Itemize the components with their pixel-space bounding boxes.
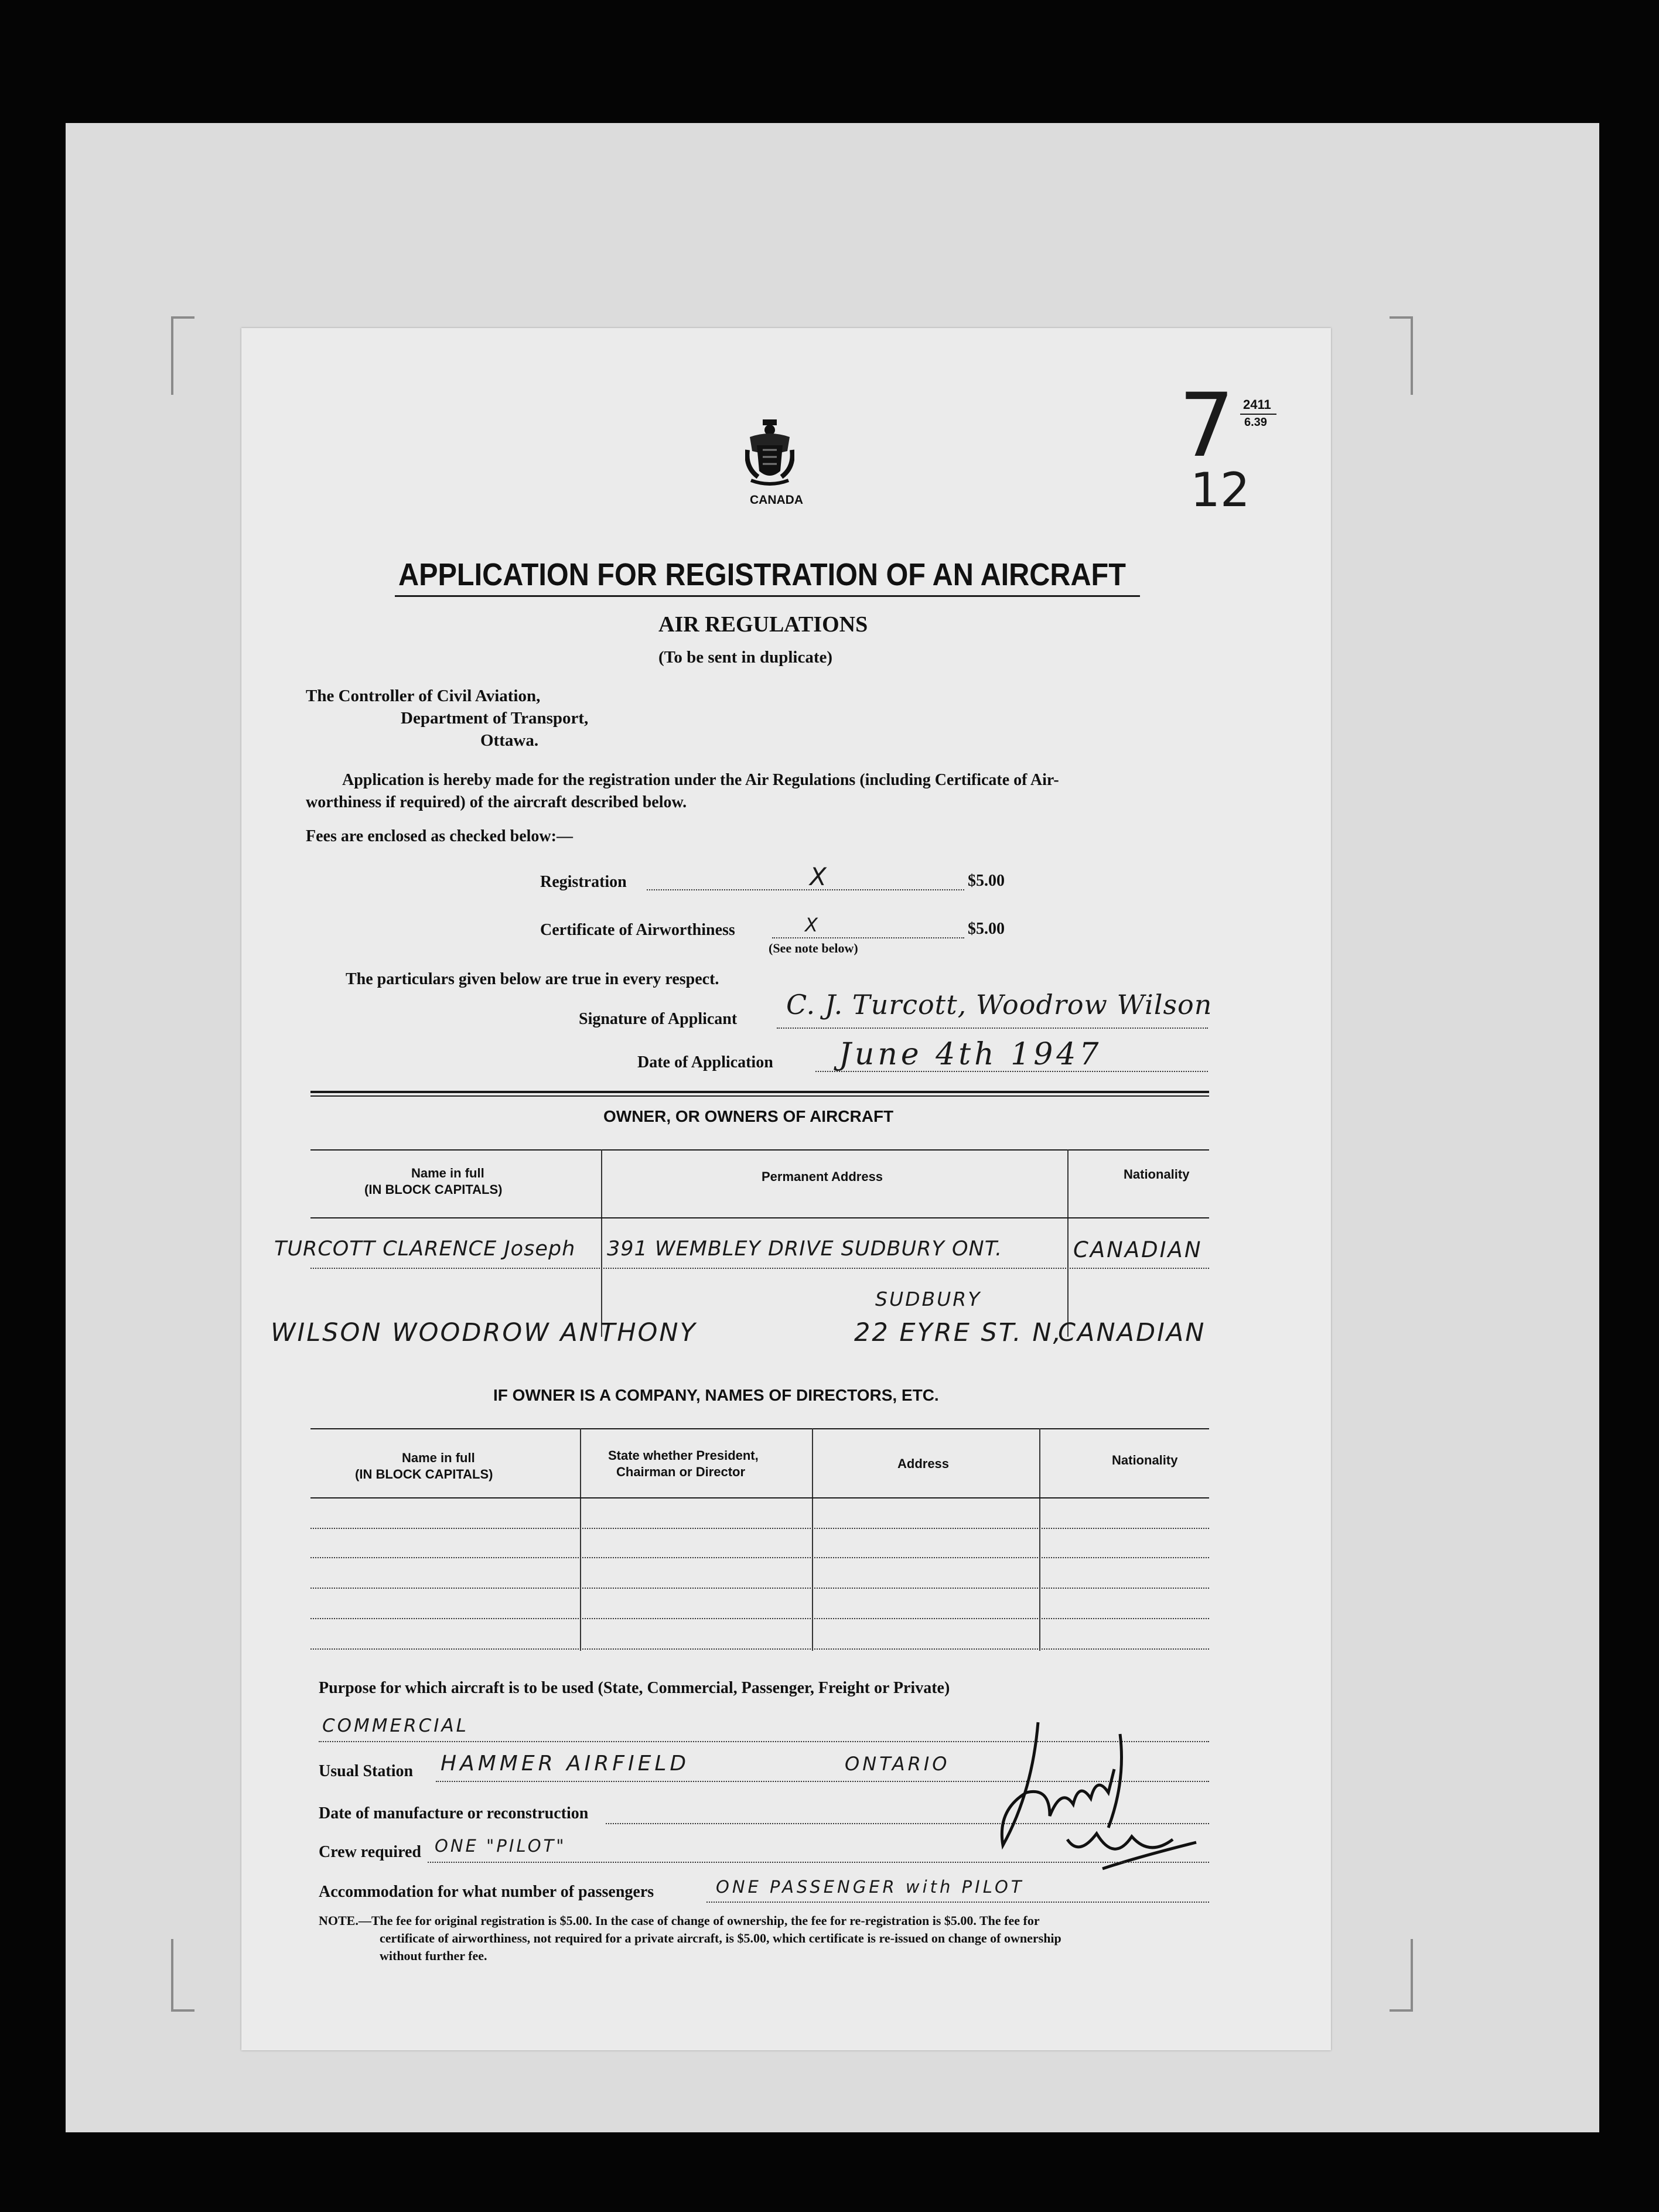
crew-label: Crew required <box>319 1843 421 1861</box>
registration-fee-label: Registration <box>540 873 627 891</box>
directors-col-address: Address <box>897 1456 950 1471</box>
date-value: June 4th 1947 <box>839 1037 1102 1072</box>
accommodation-value: ONE PASSENGER with PILOT <box>716 1877 1025 1897</box>
accommodation-line <box>706 1902 1209 1903</box>
crew-line <box>428 1862 1209 1863</box>
owner-2-nationality: CANADIAN <box>1058 1318 1206 1347</box>
owners-heading: OWNER, OR OWNERS OF AIRCRAFT <box>603 1107 894 1125</box>
registration-fee-leader <box>647 889 964 890</box>
owner-1-address: 391 WEMBLEY DRIVE SUDBURY ONT. <box>607 1237 1003 1261</box>
directors-col-divider-3 <box>1039 1428 1040 1651</box>
see-note-below: (See note below) <box>769 941 858 955</box>
directors-col-nationality: Nationality <box>1112 1453 1178 1467</box>
owner-1-nationality: CANADIAN <box>1073 1237 1203 1262</box>
approval-initials-icon <box>962 1711 1208 1886</box>
addressee-line-1: The Controller of Civil Aviation, <box>306 687 541 705</box>
signature-line <box>777 1028 1208 1029</box>
fees-intro: Fees are enclosed as checked below:— <box>306 827 573 845</box>
directors-col-name-1: Name in full <box>402 1450 475 1465</box>
owners-col-divider-2 <box>1067 1149 1069 1337</box>
owners-col-nationality: Nationality <box>1124 1167 1190 1182</box>
form-number-bottom: 6.39 <box>1244 416 1267 429</box>
directors-row-line-1 <box>310 1528 1209 1529</box>
airworthiness-fee-label: Certificate of Airworthiness <box>540 921 735 939</box>
directors-row-line-2 <box>310 1557 1209 1558</box>
manufacture-label: Date of manufacture or reconstruction <box>319 1804 589 1822</box>
directors-col-divider-1 <box>580 1428 581 1651</box>
owners-table-top <box>310 1149 1209 1151</box>
owners-col-address: Permanent Address <box>762 1169 883 1184</box>
page-fraction: 12 <box>1190 463 1250 517</box>
application-form <box>241 328 1331 2050</box>
country-label: CANADA <box>750 493 803 507</box>
airworthiness-fee-mark: X <box>805 914 820 936</box>
date-label: Date of Application <box>637 1053 773 1071</box>
canada-coat-of-arms-icon <box>745 415 794 491</box>
directors-col-state-2: Chairman or Director <box>616 1465 746 1479</box>
owners-col-name-2: (IN BLOCK CAPITALS) <box>364 1182 503 1197</box>
owner-1-name: TURCOTT CLARENCE Joseph <box>274 1237 576 1261</box>
directors-heading: IF OWNER IS A COMPANY, NAMES OF DIRECTORS, ETC. <box>493 1386 939 1404</box>
form-title: APPLICATION FOR REGISTRATION OF AN AIRCRAFT <box>398 557 1126 592</box>
directors-row-line-3 <box>310 1588 1209 1589</box>
owners-header-rule <box>310 1217 1209 1218</box>
registration-fee-mark: X <box>810 862 828 891</box>
corner-mark-top-left <box>171 316 194 395</box>
note-line-2: certificate of airworthiness, not required for a private aircraft, is $5.00, which certificate is re-issued on change of ownership <box>380 1931 1061 1945</box>
directors-header-rule <box>310 1497 1209 1498</box>
corner-mark-bottom-right <box>1390 1939 1413 2012</box>
directors-col-divider-2 <box>812 1428 813 1651</box>
form-number-top: 2411 <box>1243 397 1271 412</box>
owners-col-divider-1 <box>601 1149 602 1337</box>
signature-label: Signature of Applicant <box>579 1010 738 1028</box>
directors-row-line-4 <box>310 1618 1209 1619</box>
application-text-line-1: Application is hereby made for the registration under the Air Regulations (including Certificate of Air- <box>342 771 1059 789</box>
owners-col-name-1: Name in full <box>411 1166 484 1180</box>
airworthiness-fee-leader <box>772 937 964 938</box>
declaration-text: The particulars given below are true in every respect. <box>346 970 719 988</box>
usual-station-label: Usual Station <box>319 1762 414 1780</box>
reference-number: 7 <box>1179 375 1235 477</box>
owners-rule-top-2 <box>310 1095 1209 1097</box>
airworthiness-fee-amount: $5.00 <box>968 920 1005 938</box>
owner-2-address: 22 EYRE ST. N, <box>854 1318 1063 1347</box>
note-line-3: without further fee. <box>380 1948 487 1963</box>
usual-station-province: ONTARIO <box>845 1753 950 1775</box>
signature-value: C. J. Turcott, Woodrow Wilson <box>786 989 1213 1020</box>
owner-2-name: WILSON WOODROW ANTHONY <box>271 1318 697 1347</box>
crew-value: ONE "PILOT" <box>435 1836 566 1856</box>
addressee-line-3: Ottawa. <box>480 731 539 750</box>
owner-1-line <box>310 1268 1209 1269</box>
form-number-rule <box>1240 414 1276 415</box>
accommodation-label: Accommodation for what number of passengers <box>319 1883 654 1901</box>
usual-station-value: HAMMER AIRFIELD <box>441 1752 690 1776</box>
application-text-line-2: worthiness if required) of the aircraft described below. <box>306 793 687 811</box>
title-underline <box>395 595 1140 597</box>
owners-rule-top <box>310 1091 1209 1093</box>
owner-2-address-above: SUDBURY <box>875 1288 982 1310</box>
registration-fee-amount: $5.00 <box>968 872 1005 890</box>
directors-col-state-1: State whether President, <box>608 1448 759 1463</box>
corner-mark-bottom-left <box>171 1939 194 2012</box>
purpose-label: Purpose for which aircraft is to be used (State, Commercial, Passenger, Freight or Private) <box>319 1679 950 1697</box>
directors-row-line-5 <box>310 1648 1209 1650</box>
directors-table-top <box>310 1428 1209 1429</box>
note-line-1: NOTE.—The fee for original registration is $5.00. In the case of change of ownership, the fee for re-registration is $5.00. The fee for <box>319 1913 1040 1928</box>
form-subtitle: AIR REGULATIONS <box>658 612 868 637</box>
duplicate-note: (To be sent in duplicate) <box>658 648 833 667</box>
directors-col-name-2: (IN BLOCK CAPITALS) <box>355 1467 493 1482</box>
addressee-line-2: Department of Transport, <box>401 709 589 728</box>
purpose-value: COMMERCIAL <box>322 1715 469 1736</box>
corner-mark-top-right <box>1390 316 1413 395</box>
